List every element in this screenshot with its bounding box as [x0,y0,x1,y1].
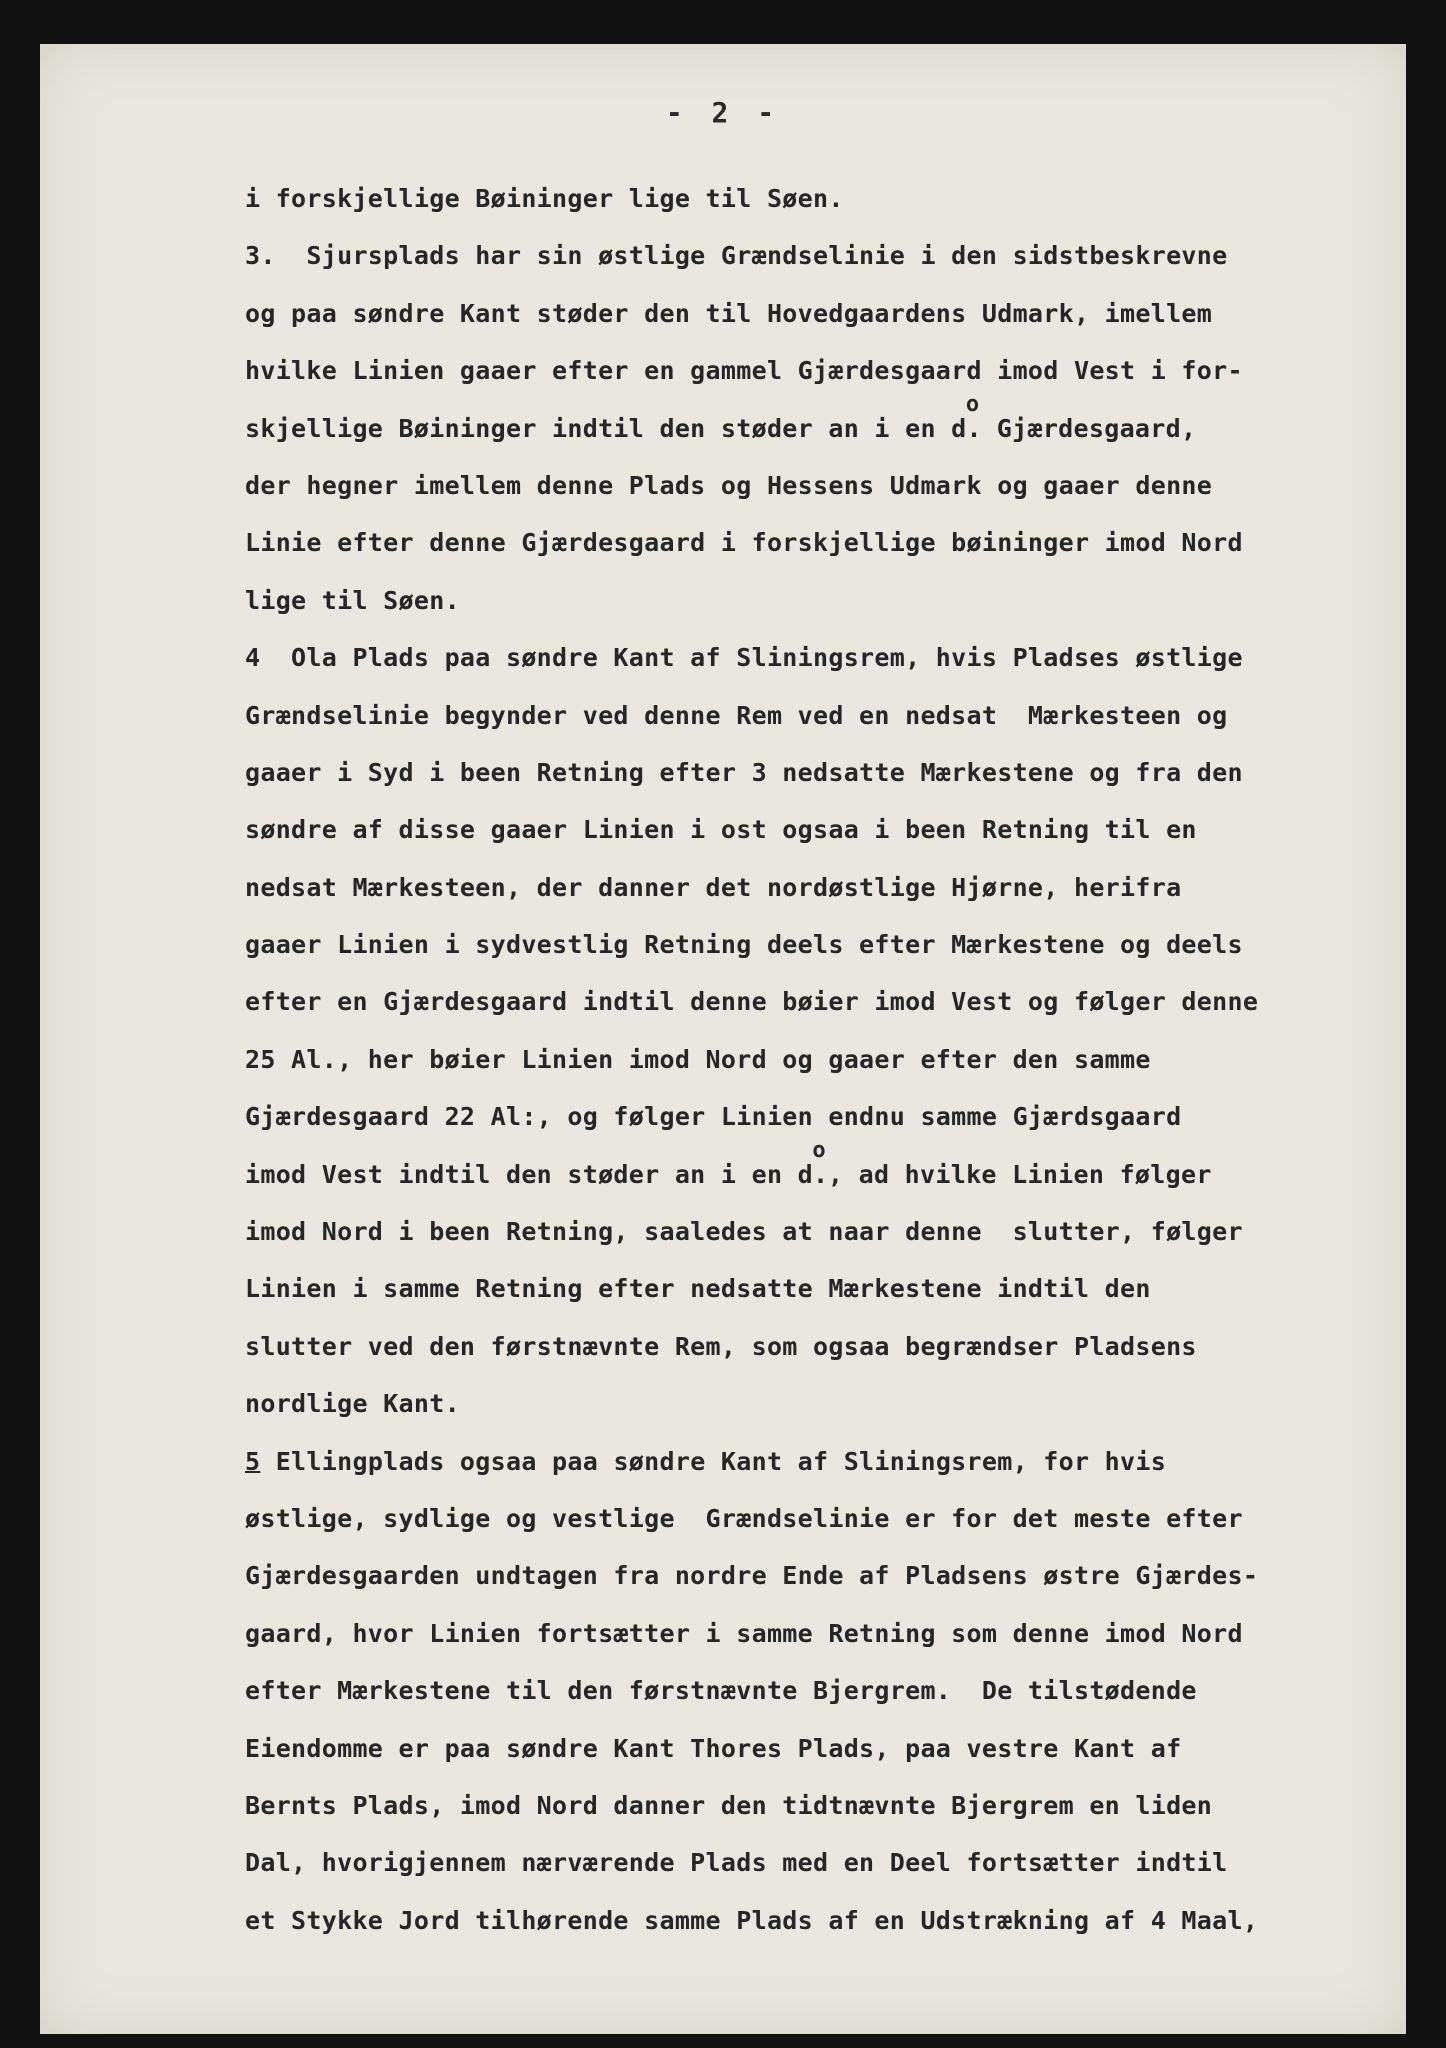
text-line: nordlige Kant. [245,1389,460,1419]
text-line: hvilke Linien gaaer efter en gammel Gjærdesgaard imod Vest i for- [245,356,1243,386]
ditto-superscript: o [812,1137,826,1163]
text-line: gaard, hvor Linien fortsætter i samme Retning som denne imod Nord [245,1618,1243,1648]
text-line: lige til Søen. [245,585,460,615]
text-segment: , ad hvilke Linien følger [827,1159,1212,1189]
text-line: efter en Gjærdesgaard indtil denne bøier imod Vest og følger denne [245,987,1259,1017]
text-line: gaaer i Syd i been Retning efter 3 nedsatte Mærkestene og fra den [245,757,1243,787]
text-line: Gjærdesgaard 22 Al:, og følger Linien endnu samme Gjærdsgaard [245,1102,1182,1132]
section-number: 5 [245,1446,261,1476]
text-line: der hegner imellem denne Plads og Hessens Udmark og gaaer denne [245,470,1213,500]
text-line: østlige, sydlige og vestlige Grændselinie er for det meste efter [245,1503,1243,1533]
text-line: 3. Sjursplads har sin østlige Grændselinie i den sidstbeskrevne [245,241,1228,271]
text-line: nedsat Mærkesteen, der danner det nordøstlige Hjørne, herifra [245,872,1182,902]
text-segment: imod Vest indtil den støder an i en d. [245,1159,829,1189]
text-line: 25 Al., her bøier Linien imod Nord og gaaer efter den samme [245,1044,1151,1074]
text-line: 4 Ola Plads paa søndre Kant af Sliningsrem, hvis Pladses østlige [245,643,1243,673]
text-line [245,1137,1385,1203]
text-line: Linie efter denne Gjærdesgaard i forskjellige bøininger imod Nord [245,528,1243,558]
text-line: efter Mærkestene til den førstnævnte Bjergrem. De tilstødende [245,1676,1197,1706]
text-segment: Ellingplads ogsaa paa søndre Kant af Sliningsrem, for hvis [260,1446,1167,1476]
text-line: søndre af disse gaaer Linien i ost ogsaa i been Retning til en [245,815,1197,845]
text-line: Gjærdesgaarden undtagen fra nordre Ende af Pladsens østre Gjærdes- [245,1561,1259,1591]
ditto-superscript: o [965,391,980,417]
document-page [40,44,1406,2034]
text-line [245,391,1385,457]
text-line: Dal, hvorigjennem nærværende Plads med en Deel fortsætter indtil [245,1848,1228,1878]
text-line: Grændselinie begynder ved denne Rem ved en nedsat Mærkesteen og [245,700,1228,730]
document-body [245,170,1385,1949]
page-number: - 2 - [665,96,781,129]
text-segment: skjellige Bøininger indtil den støder an i en d. [245,413,982,443]
text-line: Bernts Plads, imod Nord danner den tidtnævnte Bjergrem en liden [245,1790,1213,1820]
text-line: i forskjellige Bøininger lige til Søen. [245,184,844,213]
text-line: Linien i samme Retning efter nedsatte Mærkestene indtil den [245,1274,1151,1304]
text-segment: Gjærdesgaard, [981,413,1197,443]
text-line: gaaer Linien i sydvestlig Retning deels efter Mærkestene og deels [245,930,1243,960]
text-line: Eiendomme er paa søndre Kant Thores Plads, paa vestre Kant af [245,1733,1182,1763]
text-line: og paa søndre Kant støder den til Hovedgaardens Udmark, imellem [245,298,1213,328]
text-line: slutter ved den førstnævnte Rem, som ogsaa begrændser Pladsens [245,1331,1197,1361]
text-line [245,1433,1385,1490]
text-line: imod Nord i been Retning, saaledes at naar denne slutter, følger [245,1217,1243,1247]
text-line: et Stykke Jord tilhørende samme Plads af en Udstrækning af 4 Maal, [245,1905,1259,1935]
